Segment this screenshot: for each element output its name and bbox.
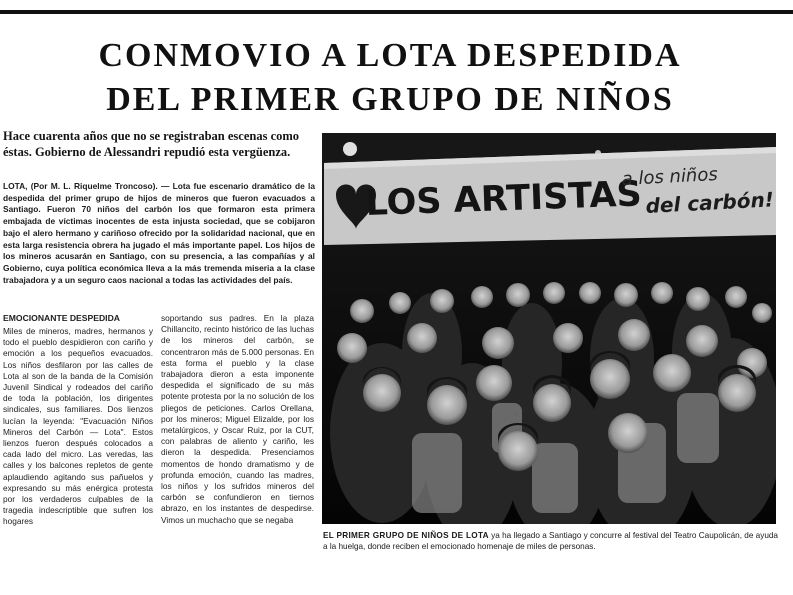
news-photo	[322, 133, 776, 524]
column-left-text: Miles de mineros, madres, hermanos y todo el pueblo despidieron con cariño y emoción a los pequeños evacuados. Los niños desfilaron por las calles de Lota al son de la banda de la Comisión Juvenil Sindical y rodeados del cariño de toda la población, los dirigentes sindicales, sus familiares. Dos lienzos lucían la leyenda: "Evacuación Niños Mineros del Carbón — Lota". Estos lienzos fueron después colocados a cada lado del micro. Las veredas, las calles y los balcones repletos de gente aplaudiendo agitando sus pañuelos y expresando su más enérgica protesta por los verdaderos culpables de la tragedia indescriptible que sufren los hogares	[3, 326, 153, 527]
banner-sub-text-2: del carbón!	[645, 187, 775, 218]
article-column-middle	[161, 313, 314, 595]
section-heading: EMOCIONANTE DESPEDIDA	[3, 313, 120, 323]
banner-sub-text-1: a los niños	[621, 163, 719, 190]
column-middle-text: soportando sus padres. En la plaza Chillancito, recinto histórico de las luchas de los mineros del carbón, se concentraron más de 5.000 personas. En esta forma el pueblo y la clase trabajadora dieron a esta imponente despedida el significado de su más potente protesta por la no solución de los pliegos de peticiones. Carlos Orellana, por los mineros; Miguel Elizalde, por los metalúrgicos, y Oscar Ruiz, por la CUT, con palabras de aliento y cariño, les dieron la despedida. Presenciamos momentos de hondo dramatismo y de profunda emoción, cuando las madres, los niños y los sufridos mineros del carbón se confundieron en tiernos abrazo, en los instantes de despedirse. Vimos un muchacho que se negaba	[161, 313, 314, 525]
clipping-top-edge	[0, 0, 793, 14]
caption-lead: EL PRIMER GRUPO DE NIÑOS DE LOTA	[323, 531, 492, 540]
caption-body: ya ha llegado a Santiago y concurre al festival del Teatro Caupolicán, de ayuda a la huelga, donde reciben el emocionado homenaje de miles de personas.	[323, 531, 778, 551]
lead-paragraph: LOTA, (Por M. L. Riquelme Troncoso). — Lota fue escenario dramático de la despedida del primer grupo de hijos de mineros que fueron evacuados a Santiago. Fueron 70 niños del carbón los que formaron esta primera embajada de víctimas inocentes de esta injusta sociedad, que se cobijaron bajo el alero hermano y cariñoso ofrecido por la solidaridad nacional, que en esta larga resistencia obrera ha jugado el más importante papel. Los hijos de los mineros acusarán en Santiago, con su presencia, a las compañías y al Gobierno, cuya política económica lleva a la más tremenda miseria a la clase trabajadora y a un seguro caos nacional a todas las actividades del país.	[3, 181, 315, 285]
photo-artwork	[322, 133, 776, 524]
headline-line-1: CONMOVIO A LOTA DESPEDIDA	[98, 37, 682, 74]
headline	[10, 34, 770, 122]
photo-caption	[323, 530, 778, 552]
subheadline: Hace cuarenta años que no se registraban escenas como éstas. Gobierno de Alessandri repudió esta vergüenza.	[3, 129, 300, 159]
banner-main-text: LOS ARTISTAS	[364, 174, 643, 224]
article-column-left	[3, 313, 153, 595]
headline-line-2: DEL PRIMER GRUPO DE NIÑOS	[106, 81, 674, 118]
